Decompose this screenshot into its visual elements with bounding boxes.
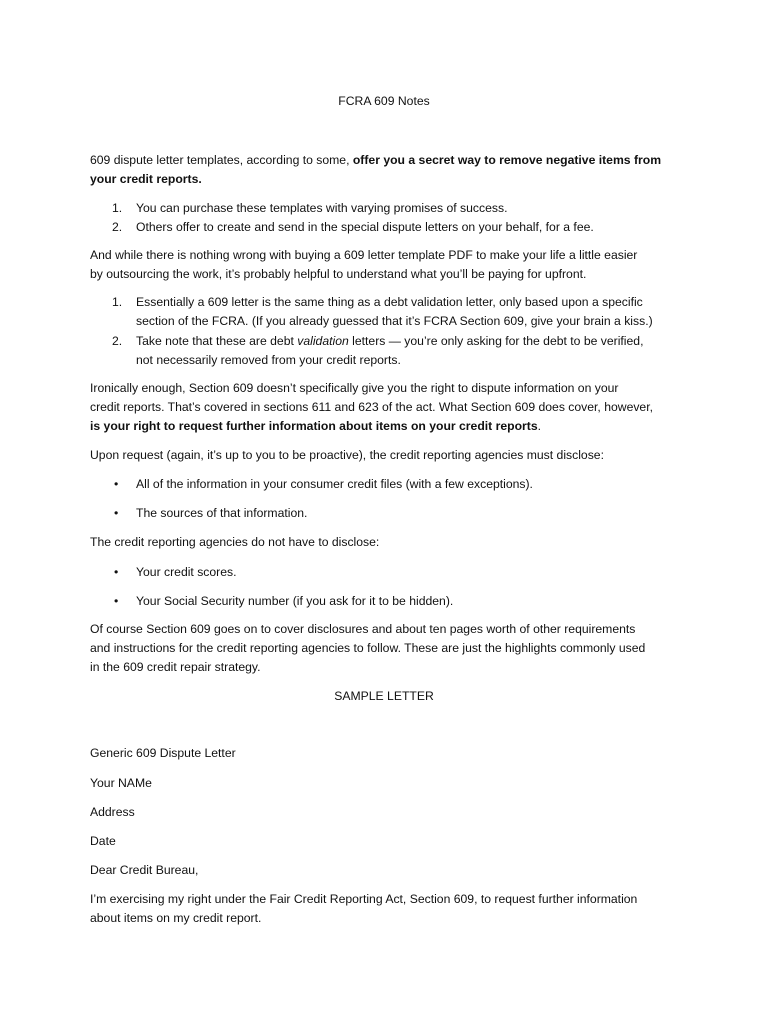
para3-bold: is your right to request further information about items on your credit reports	[90, 419, 538, 433]
letter-date: Date	[90, 834, 116, 848]
letter-title: Generic 609 Dispute Letter	[90, 746, 236, 760]
para2-line-1: And while there is nothing wrong with buying a 609 letter template PDF to make your life a little easier	[90, 248, 638, 262]
sample-letter-heading: SAMPLE LETTER	[334, 689, 434, 703]
list2-item-1-line-1: Essentially a 609 letter is the same thing as a debt validation letter, only based upon a specific	[136, 295, 643, 309]
para6-line-3: in the 609 credit repair strategy.	[90, 660, 261, 674]
intro-bold-1: offer you a secret way to remove negative items from	[352, 153, 662, 167]
list2-num-2: 2.	[112, 334, 123, 348]
bullet-glyph: •	[114, 565, 119, 579]
intro-bold-2: your credit reports.	[90, 172, 202, 186]
bullet-glyph: •	[114, 506, 119, 520]
list2-item-2-post: letters — you’re only asking for the debt to be verified,	[348, 334, 644, 348]
bullets2-item-1: Your credit scores.	[136, 565, 237, 579]
list1-item-1: You can purchase these templates with varying promises of success.	[136, 201, 508, 215]
list2-item-2-line-1	[136, 332, 643, 351]
intro-line-2	[90, 170, 202, 189]
letter-address: Address	[90, 805, 135, 819]
bullets1-item-1: All of the information in your consumer credit files (with a few exceptions).	[136, 477, 533, 491]
letter-body-line-1: I’m exercising my right under the Fair Credit Reporting Act, Section 609, to request further information	[90, 892, 638, 906]
para2-line-2: by outsourcing the work, it’s probably helpful to understand what you’ll be paying for upfront.	[90, 267, 587, 281]
bullet-glyph: •	[114, 477, 119, 491]
bullets2-item-2: Your Social Security number (if you ask for it to be hidden).	[136, 594, 454, 608]
para4: Upon request (again, it’s up to you to be proactive), the credit reporting agencies must disclose:	[90, 448, 604, 462]
list1-item-2: Others offer to create and send in the special dispute letters on your behalf, for a fee.	[136, 220, 594, 234]
list2-item-2-pre: Take note that these are debt	[136, 334, 298, 348]
letter-name: Your NAMe	[90, 776, 152, 790]
list2-item-2-line-2: not necessarily removed from your credit reports.	[136, 353, 401, 367]
list2-item-2-emphasis: validation	[297, 334, 349, 348]
list2-num-1: 1.	[112, 295, 123, 309]
bullets1-item-2: The sources of that information.	[136, 506, 308, 520]
intro-lead: 609 dispute letter templates, according to some,	[90, 153, 350, 167]
list1-num-1: 1.	[112, 201, 123, 215]
para3-line-2: credit reports. That’s covered in sections 611 and 623 of the act. What Section 609 does cover, however,	[90, 400, 653, 414]
para5: The credit reporting agencies do not have to disclose:	[90, 535, 380, 549]
para3-line-3	[90, 417, 541, 436]
para6-line-2: and instructions for the credit reporting agencies to follow. These are just the highlights commonly used	[90, 641, 646, 655]
intro-line-1	[90, 151, 661, 170]
para3-end: .	[537, 419, 541, 433]
letter-body-line-2: about items on my credit report.	[90, 911, 262, 925]
list1-num-2: 2.	[112, 220, 123, 234]
para6-line-1: Of course Section 609 goes on to cover disclosures and about ten pages worth of other requirements	[90, 622, 636, 636]
letter-salutation: Dear Credit Bureau,	[90, 863, 199, 877]
list2-item-1-line-2: section of the FCRA. (If you already guessed that it’s FCRA Section 609, give your brain a kiss.)	[136, 314, 653, 328]
bullet-glyph: •	[114, 594, 119, 608]
document-title: FCRA 609 Notes	[338, 94, 430, 108]
para3-line-1: Ironically enough, Section 609 doesn’t specifically give you the right to dispute information on your	[90, 381, 619, 395]
